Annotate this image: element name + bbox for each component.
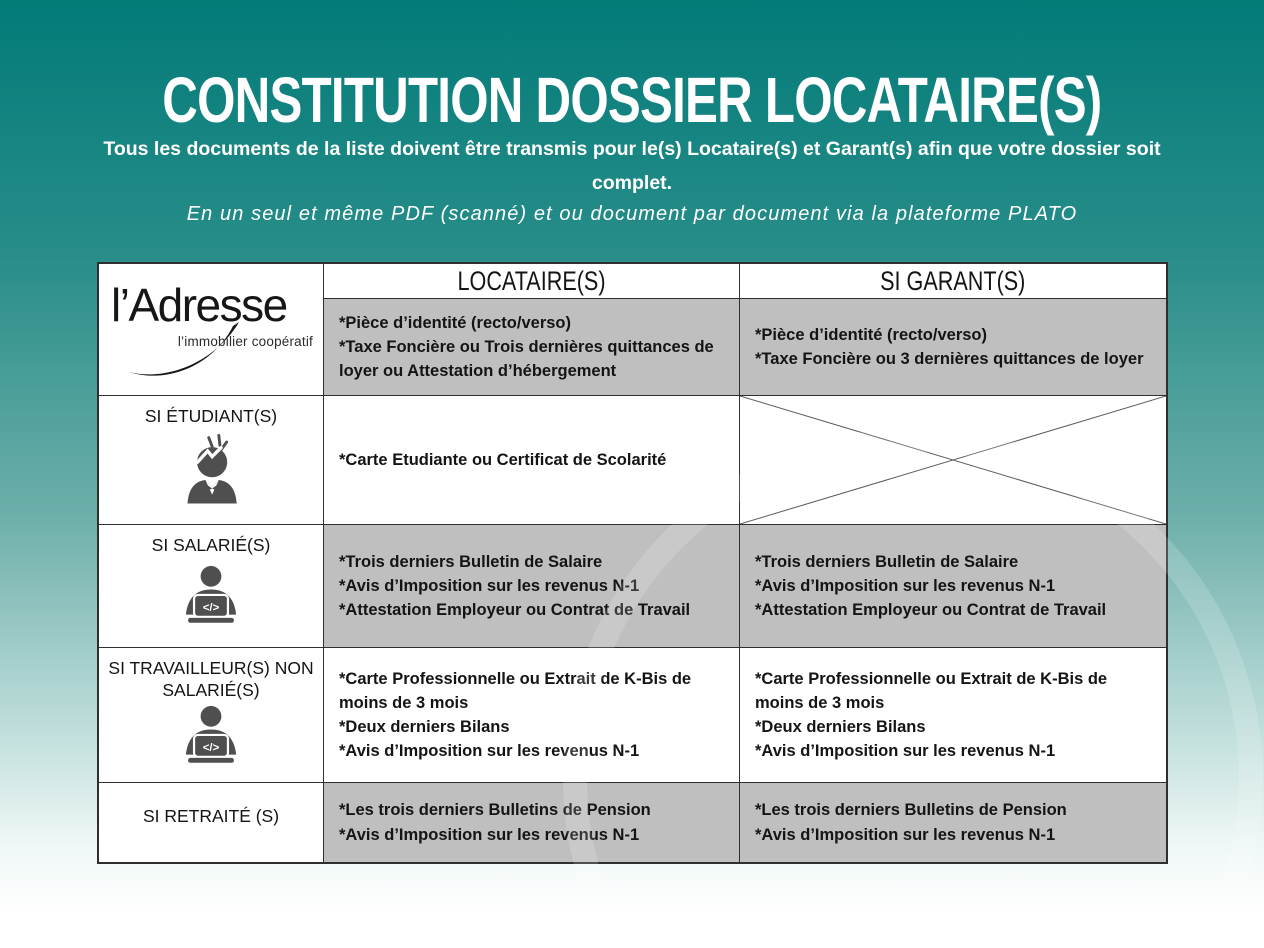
page-title — [0, 63, 1264, 136]
ladresse-logo — [111, 278, 313, 378]
page-note: En un seul et même PDF (scanné) et ou document par document via la plateforme PLATO — [186, 203, 1078, 225]
page-subtitle: Tous les documents de la liste doivent être transmis pour le(s) Locataire(s) et Garant(s) afin que votre dossier soit complet. — [103, 137, 1161, 194]
doc-line: *Carte Professionnelle ou Extrait de K-Bis de moins de 3 mois — [755, 669, 1108, 712]
etudiant-tenant-cell — [324, 396, 739, 524]
row-label-text: SI TRAVAILLEUR(S) NON SALARIÉ(S) — [108, 658, 314, 700]
student-icon — [175, 428, 247, 512]
salarie-garant-cell — [740, 525, 1166, 647]
doc-line: *Taxe Foncière ou Trois dernières quittances de loyer ou Attestation d’hébergement — [339, 337, 714, 381]
doc-line: *Taxe Foncière ou 3 dernières quittances de loyer — [755, 350, 1144, 368]
header-garant-label: SI GARANT(S) — [880, 265, 1026, 296]
doc-line: *Avis d’Imposition sur les revenus N-1 — [755, 825, 1056, 844]
page-title-text: CONSTITUTION DOSSIER LOCATAIRE(S) — [162, 63, 1102, 136]
header-locataire-label: LOCATAIRE(S) — [457, 265, 606, 296]
doc-line: *Les trois derniers Bulletins de Pension — [755, 801, 1067, 820]
doc-line: *Avis d’Imposition sur les revenus N-1 — [755, 576, 1056, 595]
not-applicable-cross-icon — [740, 396, 1166, 524]
travailleur-garant-cell — [740, 648, 1166, 782]
row-label-retraite — [99, 783, 323, 862]
doc-line: *Trois derniers Bulletin de Salaire — [339, 552, 603, 571]
doc-line: *Carte Professionnelle ou Extrait de K-Bis de moins de 3 mois — [339, 669, 692, 712]
doc-line: *Carte Etudiante ou Certificat de Scolarité — [339, 450, 667, 469]
retraite-garant-cell — [740, 783, 1166, 862]
travailleur-tenant-cell — [324, 648, 739, 782]
header-garant — [740, 264, 1166, 298]
doc-line: *Deux derniers Bilans — [755, 718, 926, 736]
row-label-salarie — [99, 525, 323, 647]
header-locataire — [324, 264, 739, 298]
row-label-text: SI ÉTUDIANT(S) — [144, 406, 278, 426]
doc-line: *Attestation Employeur ou Contrat de Travail — [339, 601, 691, 620]
self-employed-worker-icon — [176, 702, 246, 770]
documents-table — [97, 262, 1168, 864]
logo-tagline: l’immobilier coopératif — [177, 333, 313, 349]
svg-text:</>: </> — [202, 601, 220, 614]
doc-line: *Avis d’Imposition sur les revenus N-1 — [755, 742, 1056, 761]
row-label-text: SI RETRAITÉ (S) — [142, 805, 280, 826]
doc-line: *Attestation Employeur ou Contrat de Travail — [755, 601, 1107, 620]
base-docs-tenant-cell — [324, 299, 739, 395]
row-label-etudiant — [99, 396, 323, 524]
logo-cell — [99, 264, 323, 395]
salarie-tenant-cell — [324, 525, 739, 647]
doc-line: *Pièce d’identité (recto/verso) — [755, 325, 987, 344]
etudiant-garant-cell — [740, 396, 1166, 524]
row-label-travailleur — [99, 648, 323, 782]
row-label-text: SI SALARIÉ(S) — [151, 535, 271, 555]
logo-name: l’Adresse — [111, 278, 287, 331]
base-docs-garant-cell — [740, 299, 1166, 395]
doc-line: *Pièce d’identité (recto/verso) — [339, 313, 571, 332]
doc-line: *Deux derniers Bilans — [339, 718, 510, 736]
doc-line: *Avis d’Imposition sur les revenus N-1 — [339, 576, 640, 595]
doc-line: *Avis d’Imposition sur les revenus N-1 — [339, 825, 640, 844]
svg-text:</>: </> — [202, 741, 220, 754]
salaried-worker-icon — [176, 557, 246, 635]
doc-line: *Les trois derniers Bulletins de Pension — [339, 801, 651, 820]
doc-line: *Trois derniers Bulletin de Salaire — [755, 552, 1019, 571]
retraite-tenant-cell — [324, 783, 739, 862]
doc-line: *Avis d’Imposition sur les revenus N-1 — [339, 742, 640, 761]
logo-swoosh-icon — [121, 322, 271, 388]
